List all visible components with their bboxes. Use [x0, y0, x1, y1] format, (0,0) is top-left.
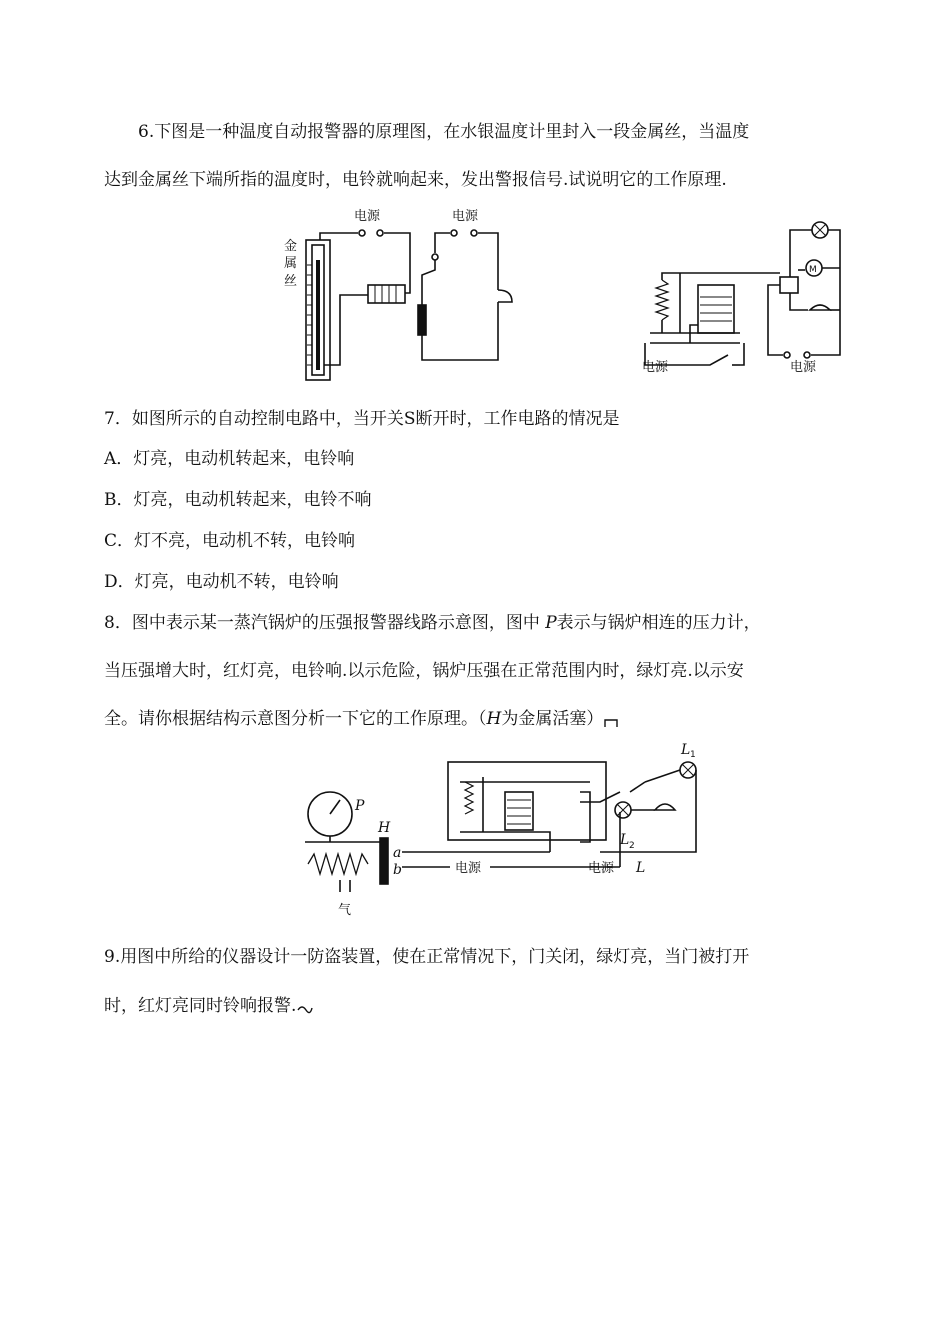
label-L2-sub: 2	[629, 841, 635, 851]
bell-icon	[810, 305, 830, 310]
power-label-1: 电源	[354, 209, 381, 224]
q7-stem: 7．如图所示的自动控制电路中，当开关S断开时，工作电路的情况是	[104, 409, 620, 429]
bell-icon	[655, 804, 675, 810]
q9-line2: 时，红灯亮同时铃响报警.	[104, 994, 854, 1018]
label-gas: 气	[338, 903, 352, 918]
power-label-left: 电源	[642, 360, 669, 375]
svg-text:M: M	[809, 265, 817, 275]
q7-option-c: C．灯不亮，电动机不转，电铃响	[104, 531, 356, 551]
coil	[368, 285, 405, 303]
piston	[380, 838, 388, 884]
label-a: a	[393, 845, 402, 861]
label-L1-sub: 1	[690, 750, 696, 760]
q8-line3: 全。请你根据结构示意图分析一下它的工作原理。（H为金属活塞）	[104, 707, 854, 731]
q8-line2: 当压强增大时，红灯亮，电铃响.以示危险，锅炉压强在正常范围内时，绿灯亮.以示安	[104, 661, 744, 681]
label-b: b	[393, 862, 402, 878]
q9-line1: 9.用图中所给的仪器设计一防盗装置，使在正常情况下，门关闭，绿灯亮，当门被打开	[104, 947, 750, 967]
electromagnet	[698, 285, 734, 333]
power-label-2: 电源	[452, 209, 479, 224]
q7-option-a: A．灯亮，电动机转起来，电铃响	[104, 449, 355, 469]
power-label-right: 电源	[790, 360, 817, 375]
spring-icon	[656, 280, 668, 320]
power-label-1: 电源	[455, 861, 482, 876]
label-jin: 金	[284, 239, 298, 254]
label-H: H	[378, 820, 391, 836]
q8-line1: 8．图中表示某一蒸汽锅炉的压强报警器线路示意图，图中 P表示与锅炉相连的压力计，	[104, 613, 761, 633]
label-shu: 属	[284, 256, 298, 271]
bell-icon	[498, 290, 512, 302]
spring-icon	[308, 854, 368, 874]
q7-figure-relay-circuit	[640, 225, 860, 385]
label-si: 丝	[284, 274, 298, 289]
q6-figure-thermometer-alarm	[280, 205, 530, 385]
q8-figure-pressure-alarm	[300, 742, 700, 922]
power-label-2: 电源	[588, 861, 615, 876]
label-L1: L	[681, 742, 691, 758]
q7-option-b: B．灯亮，电动机转起来，电铃不响	[104, 490, 372, 510]
label-L2: L	[620, 832, 630, 848]
label-P: P	[355, 798, 365, 814]
q7-option-d: D．灯亮，电动机不转，电铃响	[104, 572, 339, 592]
q6-line2: 达到金属丝下端所指的温度时，电铃就响起来，发出警报信号.试说明它的工作原理.	[104, 170, 727, 190]
q6-line1: 6.下图是一种温度自动报警器的原理图，在水银温度计里封入一段金属丝，当温度	[138, 122, 750, 142]
label-L: L	[636, 860, 646, 876]
